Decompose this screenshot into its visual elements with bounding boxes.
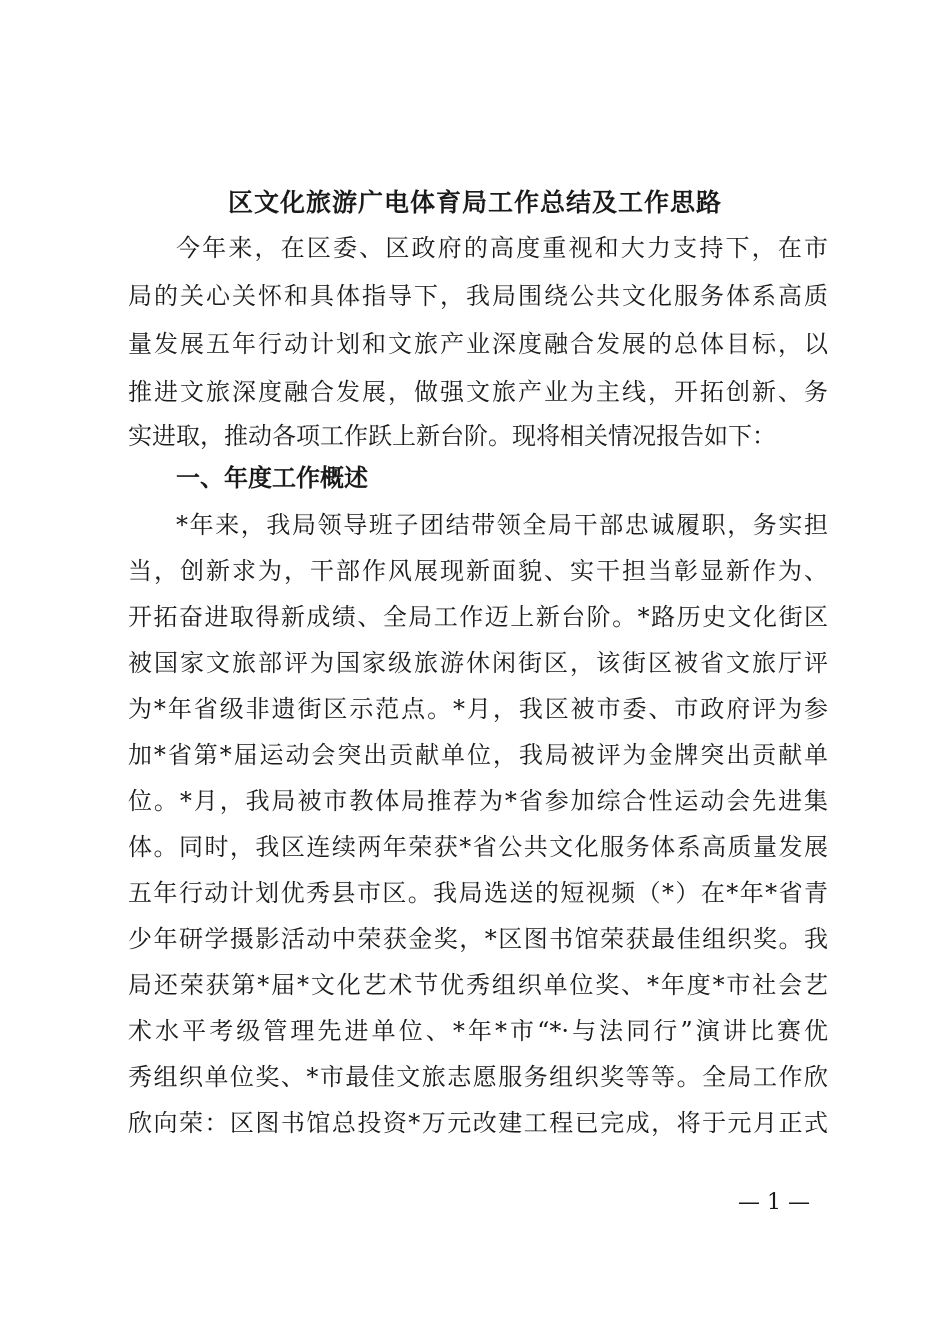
body-line: 当，创新求为，干部作风展现新面貌、实干担当彰显新作为、 xyxy=(128,557,828,585)
body-line: 开拓奋进取得新成绩、全局工作迈上新台阶。*路历史文化街区 xyxy=(128,603,828,631)
intro-line: 推进文旅深度融合发展，做强文旅产业为主线，开拓创新、务 xyxy=(128,378,828,406)
intro-line: 实进取，推动各项工作跃上新台阶。现将相关情况报告如下： xyxy=(128,422,776,450)
body-line: 被国家文旅部评为国家级旅游休闲街区，该街区被省文旅厅评 xyxy=(128,649,828,677)
intro-line: 今年来，在区委、区政府的高度重视和大力支持下，在市 xyxy=(176,234,828,262)
body-line: *年来，我局领导班子团结带领全局干部忠诚履职，务实担 xyxy=(176,511,828,539)
body-line: 少年研学摄影活动中荣获金奖，*区图书馆荣获最佳组织奖。我 xyxy=(128,925,828,953)
body-line: 术水平考级管理先进单位、*年*市“*·与法同行”演讲比赛优 xyxy=(128,1017,828,1045)
document-title: 区文化旅游广电体育局工作总结及工作思路 xyxy=(227,188,722,217)
section-heading: 一、年度工作概述 xyxy=(176,464,368,492)
page-number: — 1 — xyxy=(738,1190,810,1215)
body-line: 秀组织单位奖、*市最佳文旅志愿服务组织奖等等。全局工作欣 xyxy=(128,1063,828,1091)
body-line: 欣向荣：区图书馆总投资*万元改建工程已完成，将于元月正式 xyxy=(128,1109,828,1137)
intro-line: 局的关心关怀和具体指导下，我局围绕公共文化服务体系高质 xyxy=(128,282,828,310)
body-line: 体。同时，我区连续两年荣获*省公共文化服务体系高质量发展 xyxy=(128,833,828,861)
body-line: 局还荣获第*届*文化艺术节优秀组织单位奖、*年度*市社会艺 xyxy=(128,971,828,999)
body-line: 位。*月，我局被市教体局推荐为*省参加综合性运动会先进集 xyxy=(128,787,828,815)
body-line: 加*省第*届运动会突出贡献单位，我局被评为金牌突出贡献单 xyxy=(128,741,828,769)
body-line: 为*年省级非遗街区示范点。*月，我区被市委、市政府评为参 xyxy=(128,695,828,723)
intro-line: 量发展五年行动计划和文旅产业深度融合发展的总体目标，以 xyxy=(128,330,828,358)
body-line: 五年行动计划优秀县市区。我局选送的短视频（*）在*年*省青 xyxy=(128,879,828,907)
